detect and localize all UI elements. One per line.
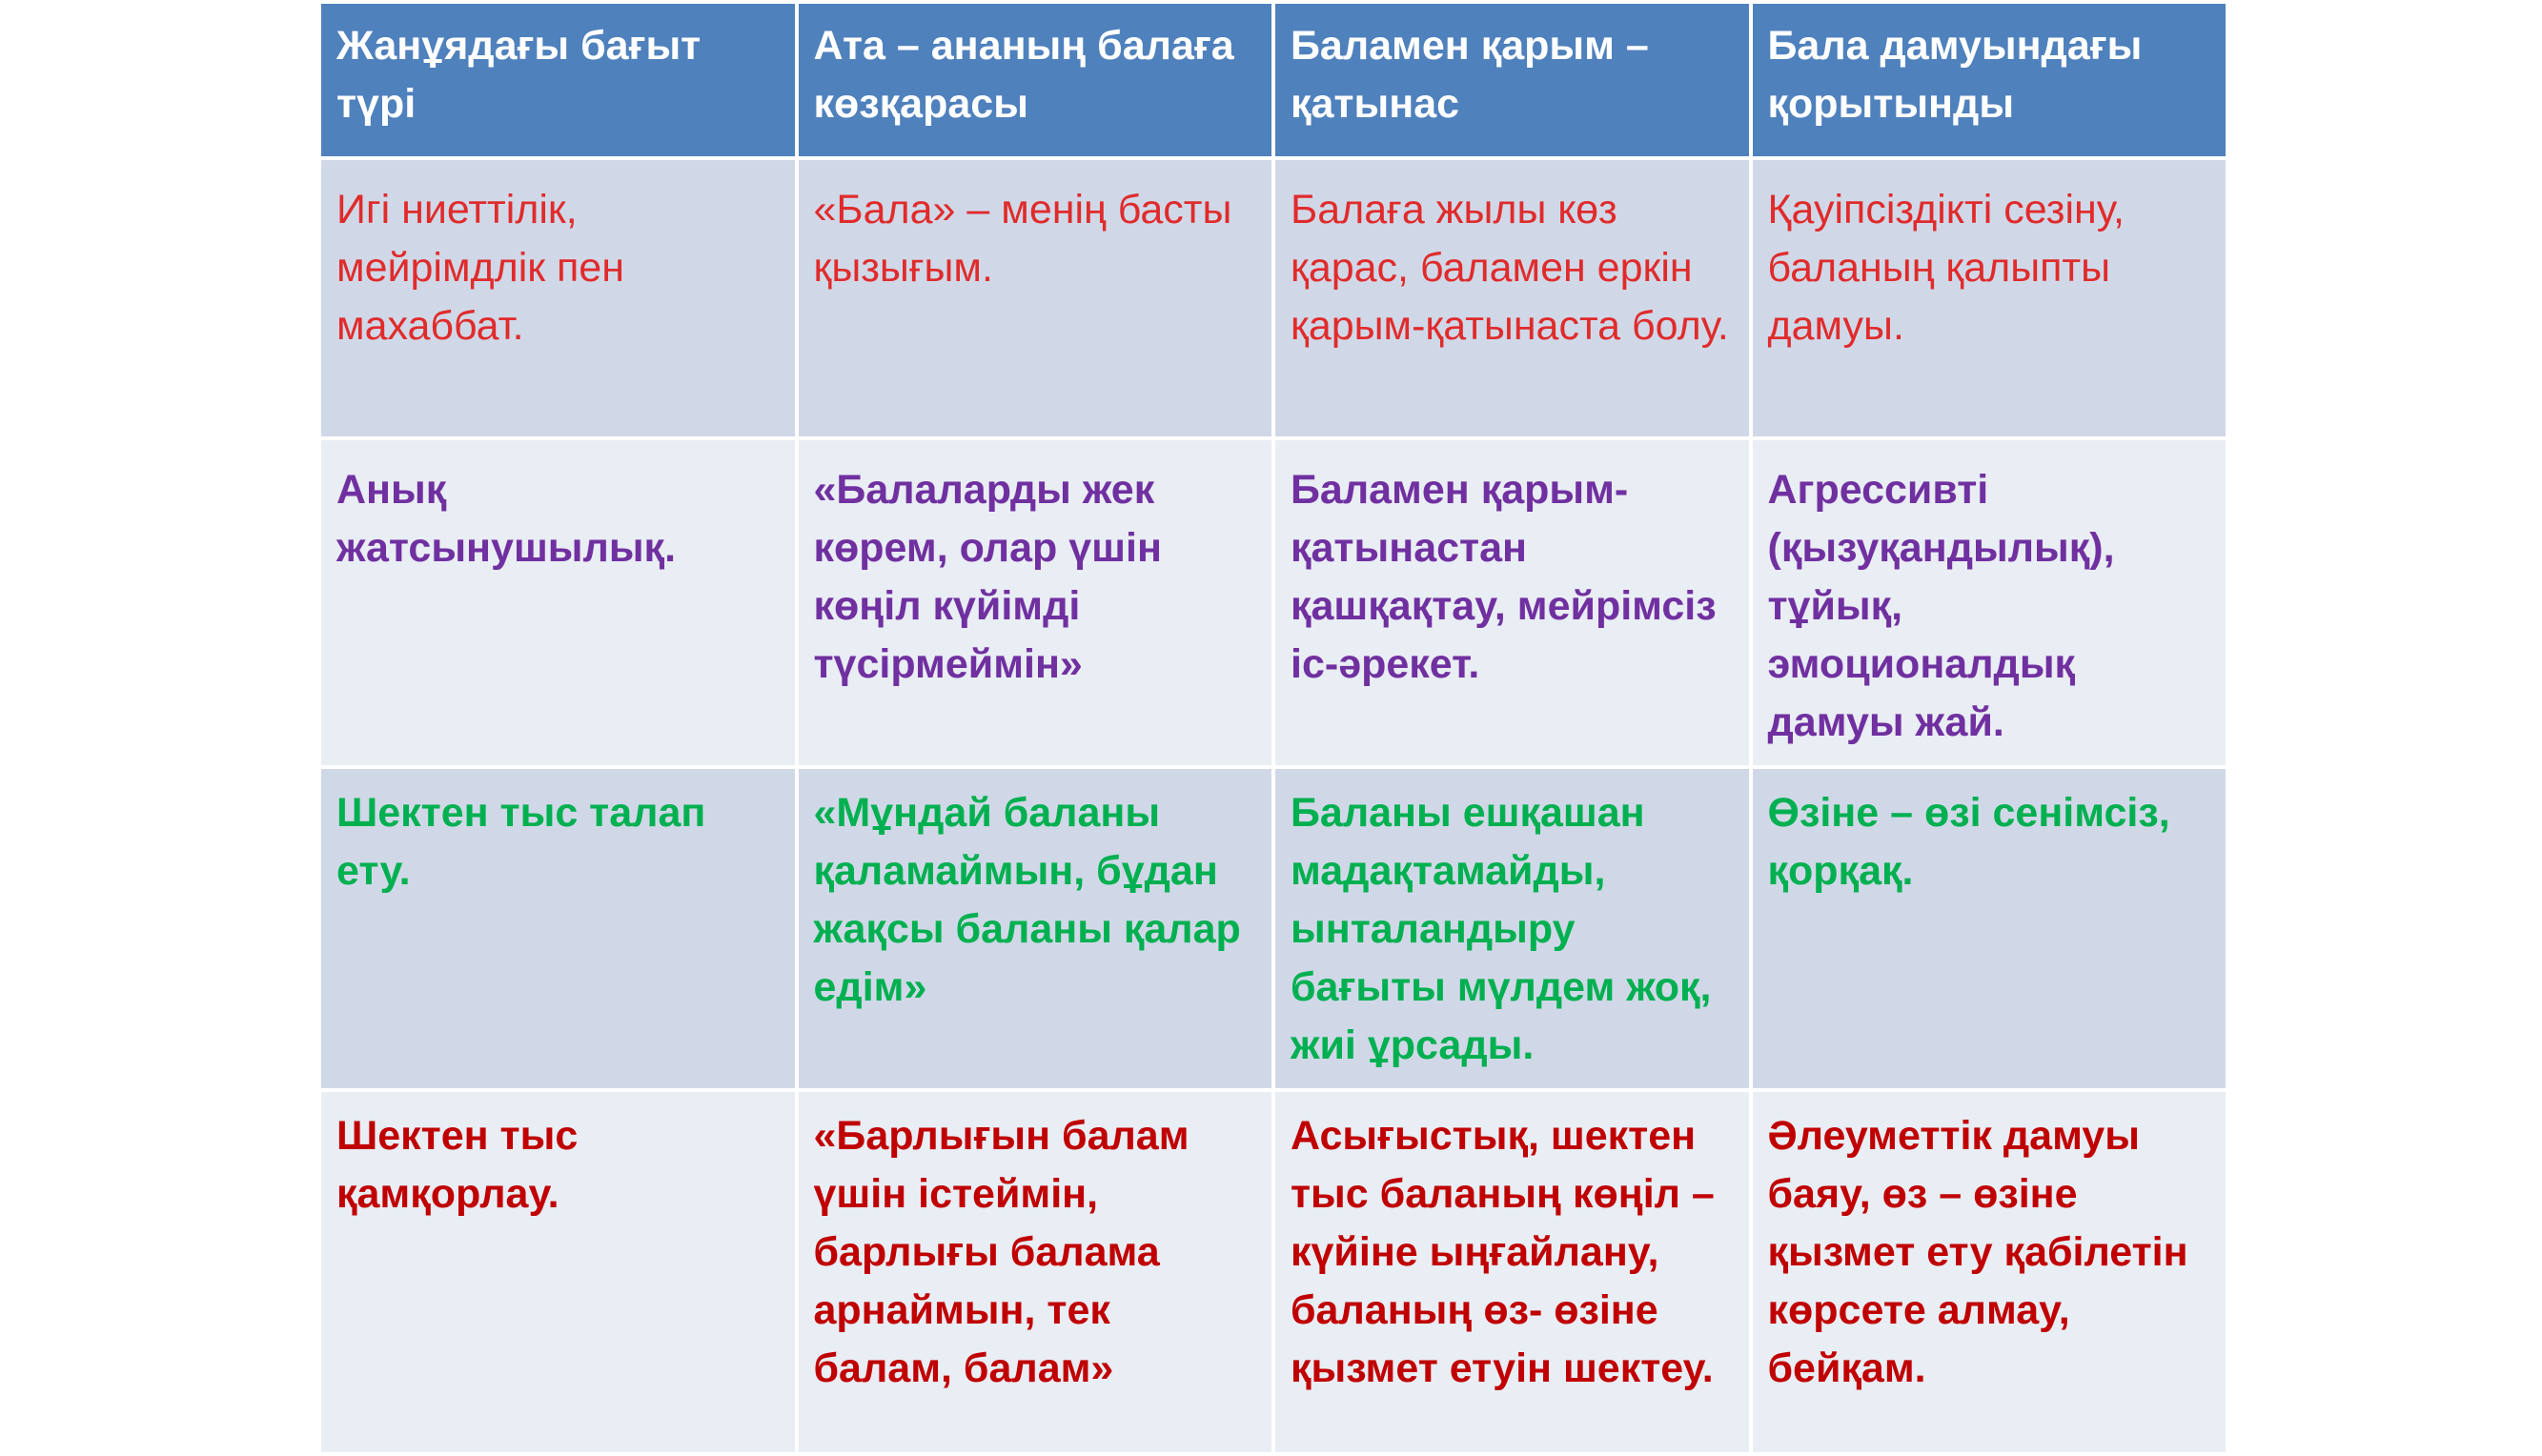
table-row — [319, 438, 2227, 767]
header-family-direction: Жанұядағы бағыт түрі — [319, 2, 797, 158]
table-cell: «Барлығын балам үшін істеймін, барлығы балама арнаймын, тек балам, балам» — [797, 1090, 1274, 1454]
table-cell: «Мұндай баланы қаламаймын, бұдан жақсы баланы қалар едім» — [797, 767, 1274, 1090]
table-cell: Шектен тыс қамқорлау. — [319, 1090, 797, 1454]
table-cell: Балаға жылы көз қарас, баламен еркін қарым-қатынаста болу. — [1273, 158, 1751, 438]
table-cell: Анық жатсынушылық. — [319, 438, 797, 767]
header-communication: Баламен қарым – қатынас — [1273, 2, 1751, 158]
table-cell: «Балаларды жек көрем, олар үшін көңіл күйімді түсірмеймін» — [797, 438, 1274, 767]
table-cell: «Бала» – менің басты қызығым. — [797, 158, 1274, 438]
table-row — [319, 1090, 2227, 1454]
table-cell: Өзіне – өзі сенімсіз, қорқақ. — [1751, 767, 2228, 1090]
header-development-result: Бала дамуындағы қорытынды — [1751, 2, 2228, 158]
table-cell: Асығыстық, шектен тыс баланың көңіл – күйіне ыңғайлану, баланың өз- өзіне қызмет етуін шектеу. — [1273, 1090, 1751, 1454]
table-cell: Агрессивті (қызуқандылық), тұйық, эмоционалдық дамуы жай. — [1751, 438, 2228, 767]
table-header-row — [319, 2, 2227, 158]
table-cell: Қауіпсіздікті сезіну, баланың қалыпты дамуы. — [1751, 158, 2228, 438]
table-row — [319, 158, 2227, 438]
family-relations-table — [317, 0, 2229, 1456]
table-cell: Игі ниеттілік, мейрімдлік пен махаббат. — [319, 158, 797, 438]
table-cell: Баламен қарым-қатынастан қашқақтау, мейрімсіз іс-әрекет. — [1273, 438, 1751, 767]
table-cell: Әлеуметтік дамуы баяу, өз – өзіне қызмет ету қабілетін көрсете алмау, бейқам. — [1751, 1090, 2228, 1454]
table-cell: Баланы ешқашан мадақтамайды, ынталандыру бағыты мүлдем жоқ, жиі ұрсады. — [1273, 767, 1751, 1090]
table-cell: Шектен тыс талап ету. — [319, 767, 797, 1090]
table-row — [319, 767, 2227, 1090]
header-parent-attitude: Ата – ананың балаға көзқарасы — [797, 2, 1274, 158]
